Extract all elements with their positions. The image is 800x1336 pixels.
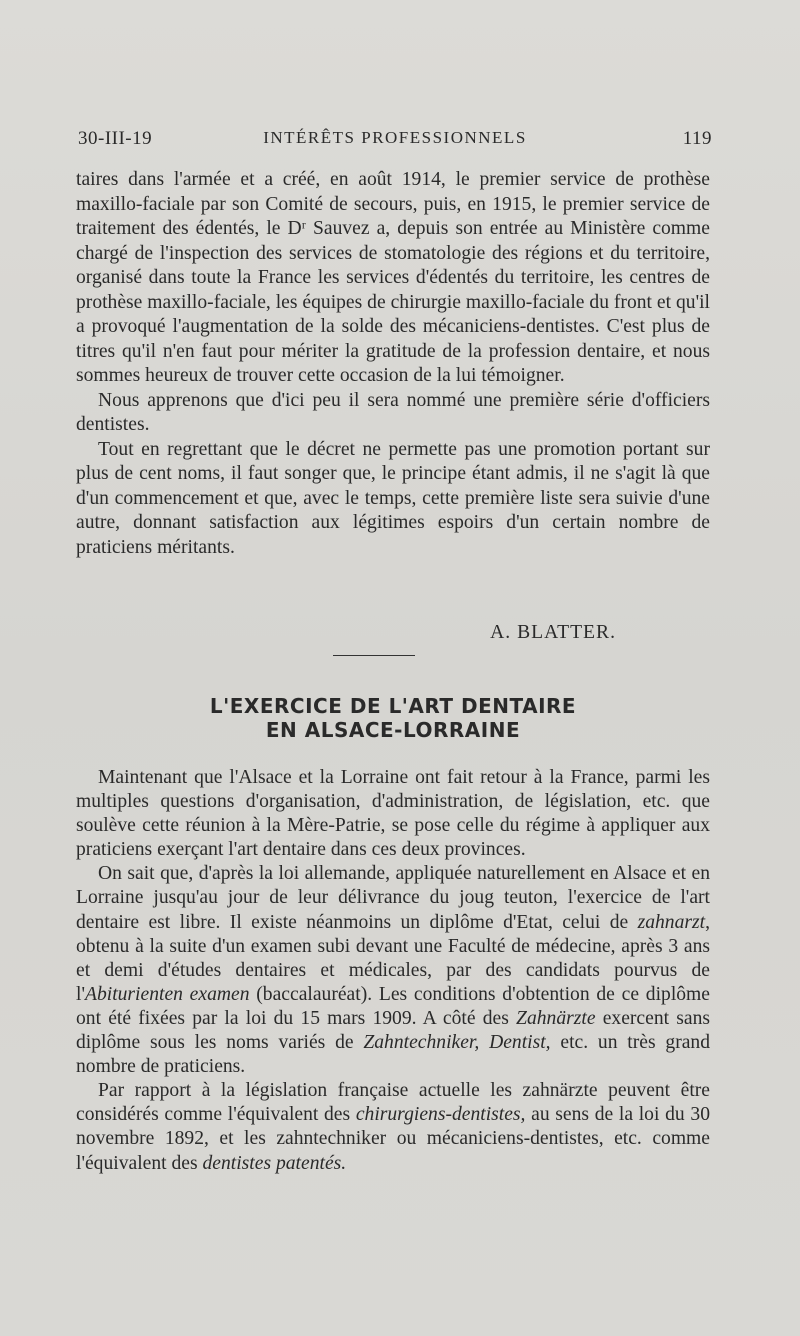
- italic-term: Zahntechniker, Dentist,: [363, 1032, 551, 1054]
- paragraph: Nous apprenons que d'ici peu il sera nommé une première série d'officiers dentistes.: [76, 389, 710, 435]
- section-divider: [333, 655, 415, 656]
- italic-term: dentistes patentés.: [202, 1152, 347, 1174]
- header-date: 30-III-19: [78, 128, 153, 149]
- paragraph: taires dans l'armée et a créé, en août 1914, le premier service de prothèse maxillo-faciale par son Comité de secours, puis, en 1915, le premier service de traitement des édentés, le Dʳ Sauvez a, depuis son entrée au Ministère comme chargé de l'inspection des services de stomatologie des régions et du territoire, organisé dans toute la France les services d'édentés du territoire, les centres de prothèse maxillo-faciale, les équipes de chirurgie maxillo-faciale du front et qu'il a provoqué l'augmentation de la solde des mécaniciens-dentistes. C'est plus de titres qu'il n'en faut pour mériter la gratitude de la profession dentaire, et nous sommes heureux de trouver cette occasion de la lui témoigner.: [76, 169, 710, 386]
- paragraph: Par rapport à la législation française actuelle les zahnärzte peuvent être considérés comme l'équivalent des chirurgiens-dentistes, au sens de la loi du 30 novembre 1892, et les zahntechniker ou mécaniciens-dentistes, etc. comme l'équivalent des dentistes patentés.: [76, 1080, 710, 1174]
- italic-term: chirurgiens-dentistes,: [355, 1104, 526, 1126]
- italic-term: Abiturienten examen: [84, 983, 250, 1005]
- title-line: EN ALSACE-LORRAINE: [265, 718, 521, 742]
- page-number: 119: [682, 128, 712, 149]
- signature: A. BLATTER.: [490, 622, 616, 643]
- header-title: INTÉRÊTS PROFESSIONNELS: [263, 128, 527, 147]
- article-continuation: [76, 168, 710, 560]
- italic-term: Zahnärzte: [516, 1007, 596, 1029]
- title-line: L'EXERCICE DE L'ART DENTAIRE: [209, 694, 577, 718]
- paragraph: Maintenant que l'Alsace et la Lorraine ont fait retour à la France, parmi les multiples questions d'organisation, d'administration, de législation, etc. que soulève cette réunion à la Mère-Patrie, se pose celle du régime à appliquer aux praticiens exerçant l'art dentaire dans ces deux provinces.: [76, 767, 710, 861]
- article-body: [76, 766, 710, 1176]
- section-title: [76, 694, 710, 742]
- paragraph: Tout en regrettant que le décret ne permette pas une promotion portant sur plus de cent noms, il faut songer que, le principe étant admis, il ne s'agit là que d'un commencement et que, avec le temps, cette première liste sera suivie d'une autre, donnant satisfaction aux légitimes espoirs d'un certain nombre de praticiens méritants.: [76, 438, 710, 558]
- paragraph: On sait que, d'après la loi allemande, appliquée naturellement en Alsace et en Lorraine jusqu'au jour de leur délivrance du joug teuton, l'exercice de l'art dentaire est libre. Il existe néanmoins un diplôme d'Etat, celui de zahnarzt, obtenu à la suite d'un examen subi devant une Faculté de médecine, après 3 ans et demi d'études dentaires et médicales, par des candidats pourvus de l'Abiturienten examen (baccalauréat). Les conditions d'obtention de ce diplôme ont été fixées par la loi du 15 mars 1909. A côté des Zahnärzte exercent sans diplôme sous les noms variés de Zahntechniker, Dentist, etc. un très grand nombre de praticiens.: [76, 863, 711, 1078]
- italic-term: zahnarzt: [637, 911, 706, 933]
- running-header: [78, 128, 712, 158]
